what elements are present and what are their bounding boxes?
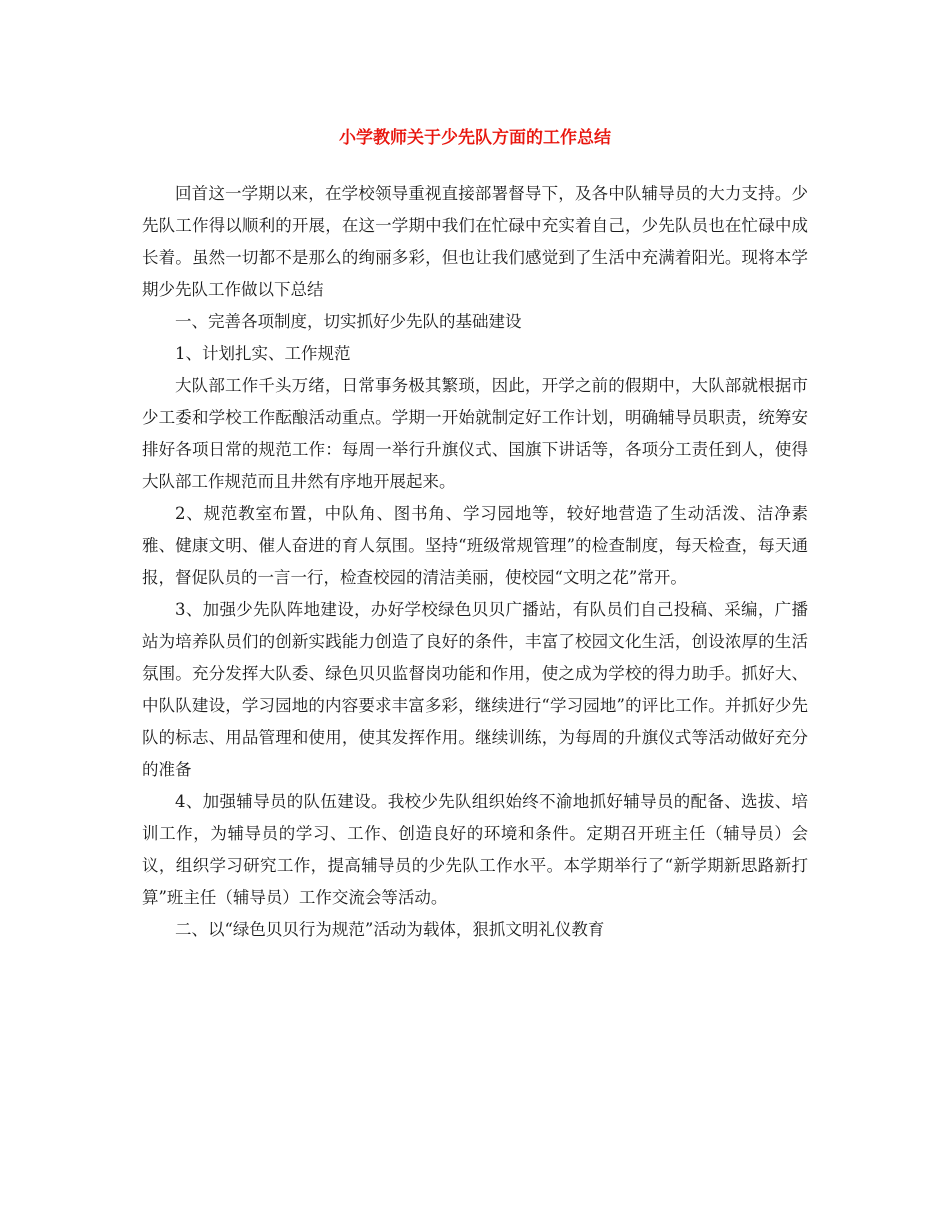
document-title: 小学教师关于少先队方面的工作总结 (339, 128, 611, 148)
paragraph-item-2: 2、规范教室布置，中队角、图书角、学习园地等，较好地营造了生动活泼、洁净素雅、健康文明、催人奋进的育人氛围。坚持“班级常规管理”的检查制度，每天检查，每天通报，督促队员的一言一行，检查校园的清洁美丽，使校园“文明之花”常开。 (142, 504, 808, 587)
document-body (142, 178, 808, 946)
paragraph-intro: 回首这一学期以来，在学校领导重视直接部署督导下，及各中队辅导员的大力支持。少先队工作得以顺利的开展，在这一学期中我们在忙碌中充实着自己，少先队员也在忙碌中成长着。虽然一切都不是那么的绚丽多彩，但也让我们感觉到了生活中充满着阳光。现将本学期少先队工作做以下总结 (142, 184, 808, 299)
paragraph-item-3: 3、加强少先队阵地建设，办好学校绿色贝贝广播站，有队员们自己投稿、采编，广播站为培养队员们的创新实践能力创造了良好的条件，丰富了校园文化生活，创设浓厚的生活氛围。充分发挥大队委、绿色贝贝监督岗功能和作用，使之成为学校的得力助手。抓好大、中队队建设，学习园地的内容要求丰富多彩，继续进行“学习园地”的评比工作。并抓好少先队的标志、用品管理和使用，使其发挥作用。继续训练，为每周的升旗仪式等活动做好充分的准备 (142, 600, 808, 779)
heading-section-2: 二、以“绿色贝贝行为规范”活动为载体，狠抓文明礼仪教育 (175, 920, 605, 939)
heading-section-1: 一、完善各项制度，切实抓好少先队的基础建设 (175, 312, 522, 331)
heading-item-1: 1、计划扎实、工作规范 (175, 344, 351, 363)
paragraph-item-4: 4、加强辅导员的队伍建设。我校少先队组织始终不渝地抓好辅导员的配备、选拔、培训工作，为辅导员的学习、工作、创造良好的环境和条件。定期召开班主任（辅导员）会议，组织学习研究工作，提高辅导员的少先队工作水平。本学期举行了“新学期新思路新打算”班主任（辅导员）工作交流会等活动。 (142, 792, 808, 907)
paragraph-item-1: 大队部工作千头万绪，日常事务极其繁琐，因此，开学之前的假期中，大队部就根据市少工委和学校工作酝酿活动重点。学期一开始就制定好工作计划，明确辅导员职责，统筹安排好各项日常的规范工作：每周一举行升旗仪式、国旗下讲话等，各项分工责任到人，使得大队部工作规范而且井然有序地开展起来。 (142, 376, 808, 491)
